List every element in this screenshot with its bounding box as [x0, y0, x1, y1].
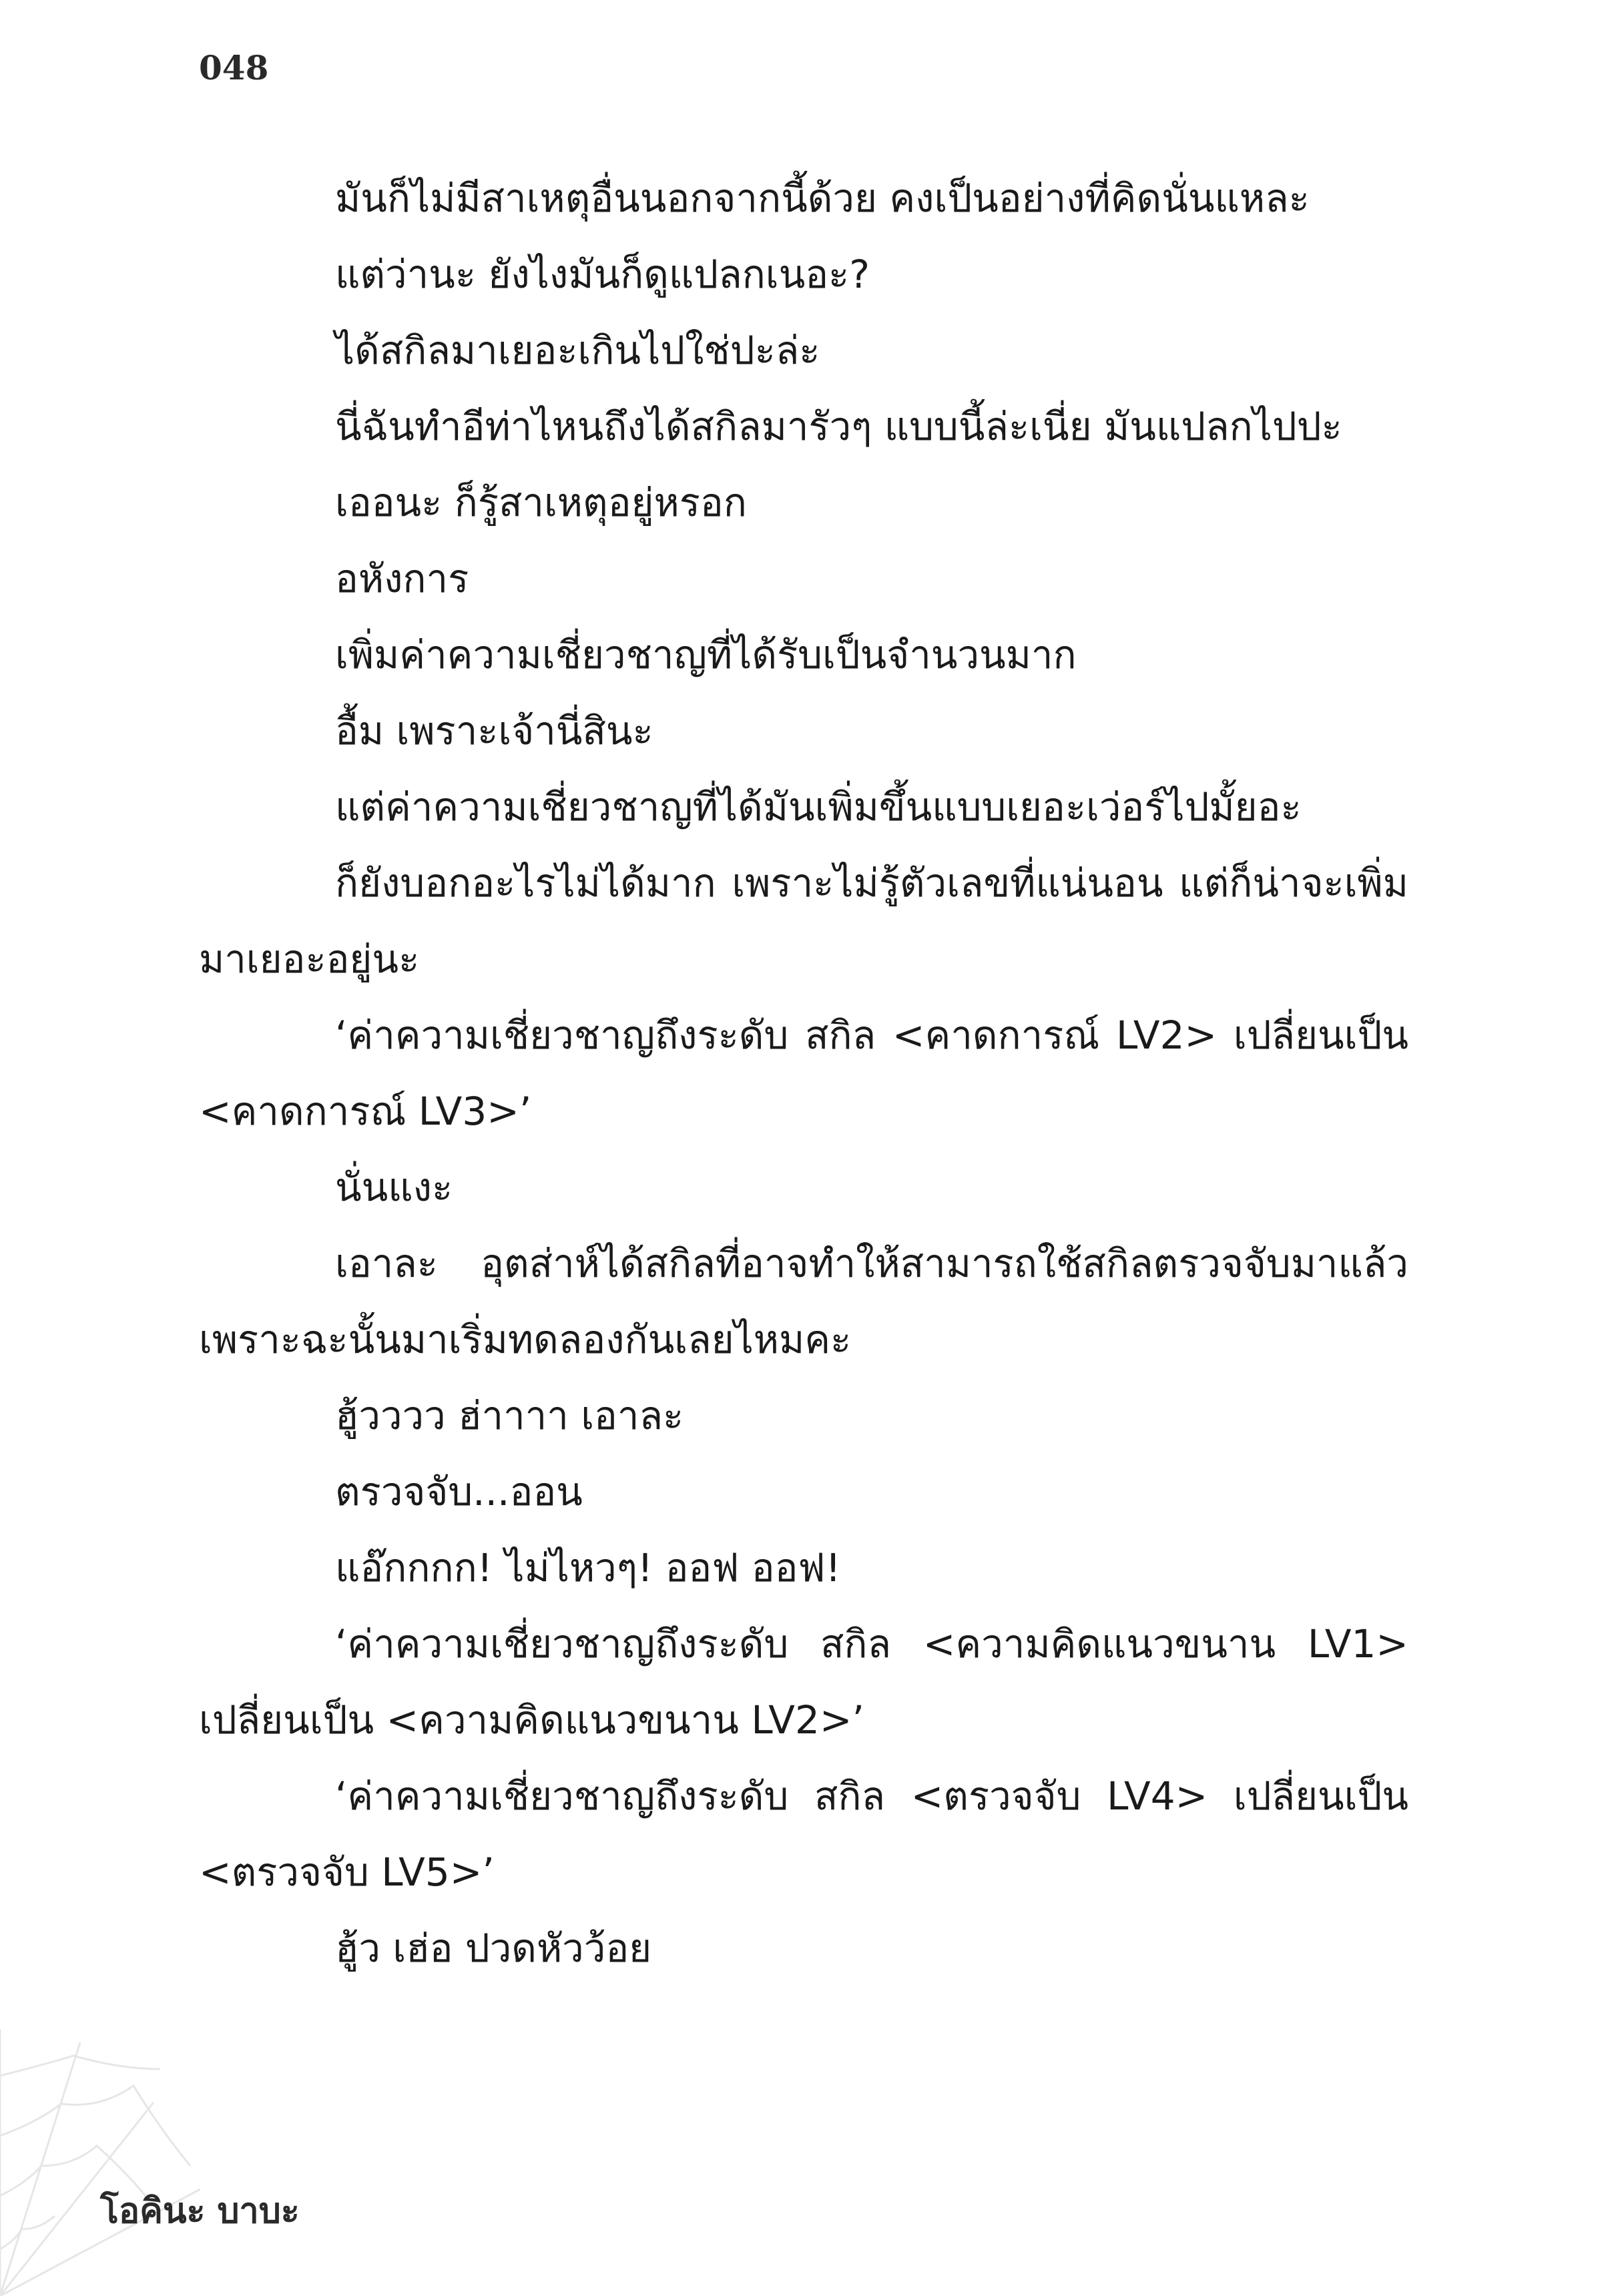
paragraph: แต่ว่านะ ยังไงมันก็ดูแปลกเนอะ?: [335, 252, 870, 297]
paragraph: เอาละ อุตส่าห์ได้สกิลที่อาจทำให้สามารถใช้สกิลตรวจจับมาแล้ว เพราะฉะนั้นมาเริ่มทดลองกันเลยไหมคะ: [199, 1241, 1408, 1362]
paragraph: อหังการ: [335, 556, 469, 601]
body-text: [199, 160, 1408, 1986]
paragraph: ฮู้ว เฮ่อ ปวดหัวว้อย: [335, 1926, 652, 1971]
paragraph: ‘ค่าความเชี่ยวชาญถึงระดับ สกิล <ความคิดแนวขนาน LV1> เปลี่ยนเป็น <ความคิดแนวขนาน LV2>’: [199, 1621, 1408, 1743]
paragraph: เพิ่มค่าความเชี่ยวชาญที่ได้รับเป็นจำนวนมาก: [335, 632, 1077, 677]
paragraph: ได้สกิลมาเยอะเกินไปใช่ปะล่ะ: [335, 328, 820, 373]
paragraph: อื้ม เพราะเจ้านี่สินะ: [335, 708, 653, 754]
paragraph: นั่นแงะ: [335, 1165, 453, 1210]
footer-title: โอคินะ บาบะ: [100, 2191, 300, 2231]
paragraph: ฮู้วววว ฮ่าาาา เอาละ: [335, 1393, 684, 1438]
paragraph: แอ๊กกกก! ไม่ไหวๆ! ออฟ ออฟ!: [335, 1545, 841, 1591]
paragraph: ตรวจจับ...ออน: [335, 1469, 583, 1514]
spider-web-icon: [0, 2029, 200, 2296]
paragraph: ‘ค่าความเชี่ยวชาญถึงระดับ สกิล <คาดการณ์ LV2> เปลี่ยนเป็น <คาดการณ์ LV3>’: [199, 1013, 1408, 1134]
paragraph: มันก็ไม่มีสาเหตุอื่นนอกจากนี้ด้วย คงเป็นอย่างที่คิดนั่นแหละ: [335, 176, 1310, 221]
paragraph: นี่ฉันทำอีท่าไหนถึงได้สกิลมารัวๆ แบบนี้ล่ะเนี่ย มันแปลกไปปะ: [335, 404, 1342, 449]
paragraph: ก็ยังบอกอะไรไม่ได้มาก เพราะไม่รู้ตัวเลขที่แน่นอน แต่ก็น่าจะเพิ่มมาเยอะอยู่นะ: [199, 860, 1408, 982]
paragraph: ‘ค่าความเชี่ยวชาญถึงระดับ สกิล <ตรวจจับ LV4> เปลี่ยนเป็น <ตรวจจับ LV5>’: [199, 1773, 1408, 1895]
paragraph: เออนะ ก็รู้สาเหตุอยู่หรอก: [335, 480, 747, 525]
paragraph: แต่ค่าความเชี่ยวชาญที่ได้มันเพิ่มขึ้นแบบเยอะเว่อร์ไปมั้ยอะ: [335, 784, 1302, 830]
page-number: 048: [199, 48, 269, 87]
